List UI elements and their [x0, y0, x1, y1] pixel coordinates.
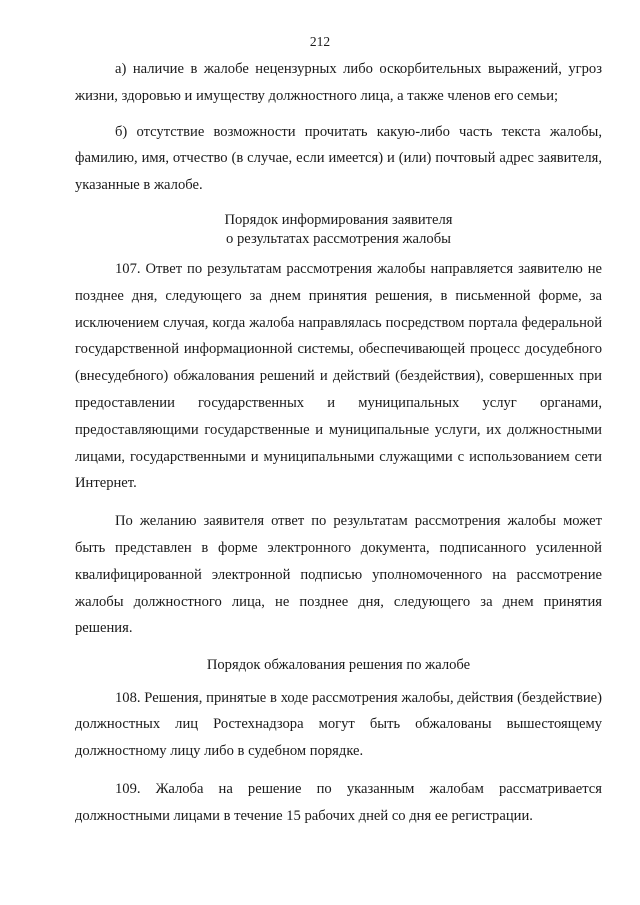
- paragraph-108: 108. Решения, принятые в ходе рассмотрения жалобы, действия (бездействие) должностных лиц Ростехнадзора могут быть обжалованы вышестоящему должностному лицу либо в судебном порядке.: [75, 689, 602, 760]
- paragraph-107: 107. Ответ по результатам рассмотрения жалобы направляется заявителю не позднее дня, следующего за днем принятия решения, в письменной форме, за исключением случая, когда жалоба направлялась посредством портала федеральной государственной информационной системы, обеспечивающей процесс досудебного (внесудебного) обжалования решений и действий (бездействия), совершенных при предоставлении государственных и муниципальных услуг органами, предоставляющими государственные и муниципальные услуги, их должностными лицами, государственными и муниципальными служащими с использованием сети Интернет.: [75, 260, 602, 492]
- section-heading-line: о результатах рассмотрения жалобы: [226, 231, 451, 248]
- document-body: [75, 56, 602, 830]
- section-heading-informing: [75, 211, 602, 250]
- paragraph-107-electronic: По желанию заявителя ответ по результатам рассмотрения жалобы может быть представлен в форме электронного документа, подписанного усиленной квалифицированной электронной подписью уполномоченного на рассмотрение жалобы должностного лица, не позднее дня, следующего за днем принятия решения.: [75, 513, 602, 637]
- page-number: 212: [309, 34, 331, 49]
- section-heading-appeal: Порядок обжалования решения по жалобе: [206, 657, 471, 674]
- section-heading-line: Порядок информирования заявителя: [224, 211, 453, 228]
- paragraph-109: 109. Жалоба на решение по указанным жалобам рассматривается должностными лицами в течение 15 рабочих дней со дня ее регистрации.: [75, 781, 602, 824]
- list-item-a: а) наличие в жалобе нецензурных либо оскорбительных выражений, угроз жизни, здоровью и имуществу должностного лица, а также членов его семьи;: [75, 61, 602, 104]
- list-item-b: б) отсутствие возможности прочитать какую-либо часть текста жалобы, фамилию, имя, отчество (в случае, если имеется) и (или) почтовый адрес заявителя, указанные в жалобе.: [75, 123, 602, 194]
